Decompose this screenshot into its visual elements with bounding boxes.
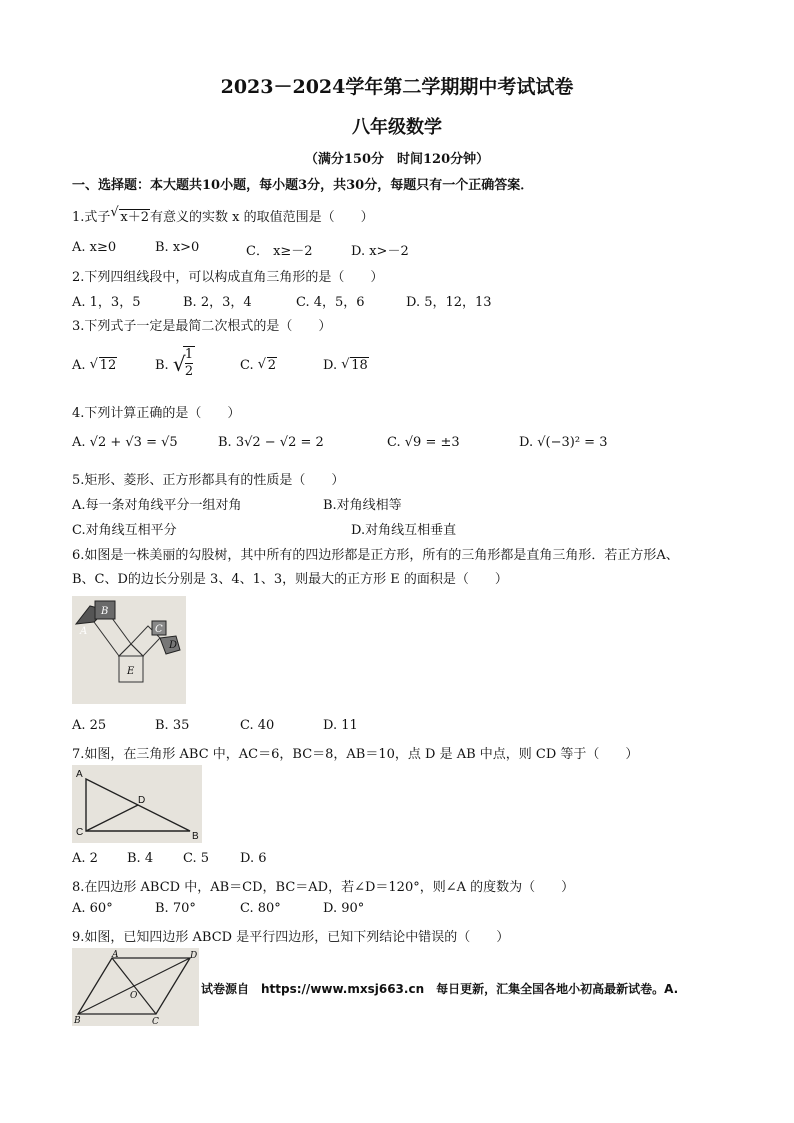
exam-subject: 八年级数学 [352, 117, 442, 138]
svg-text:B: B [192, 831, 199, 842]
svg-text:C: C [152, 1017, 159, 1026]
question-3: 3.下列式子一定是最简二次根式的是（ ） [72, 319, 332, 334]
section-heading: 一、选择题：本大题共10小题，每小题3分，共30分，每题只有一个正确答案． [72, 178, 534, 193]
exam-meta: （满分150分 时间120分钟） [304, 152, 490, 167]
q2-option-a: A. 1，3，5 [72, 295, 141, 310]
svg-text:B: B [74, 1016, 81, 1026]
question-6-line-2: B、C、D的边长分别是 3、4、1、3，则最大的正方形 E 的面积是（ ） [72, 572, 508, 587]
q1-option-a: A. x≥0 [72, 240, 117, 255]
svg-text:D: D [190, 951, 198, 961]
question-6-line-1: 6.如图是一株美丽的勾股树，其中所有的四边形都是正方形，所有的三角形都是直角三角形．若正方形A、 [72, 548, 679, 563]
svg-text:D: D [138, 795, 146, 806]
q4-option-c: C. √9 = ±3 [387, 435, 460, 450]
question-5: 5.矩形、菱形、正方形都具有的性质是（ ） [72, 473, 345, 488]
q8-option-a: A. 60° [72, 901, 113, 916]
q3-option-d: D. √ 18 [323, 357, 368, 373]
svg-text:A: A [76, 769, 83, 780]
q3-option-b: B. √ $\frac{1}{2}$ [155, 347, 194, 379]
q6-option-b: B. 35 [155, 718, 190, 733]
pythagoras-tree-figure [72, 596, 186, 704]
q2-option-b: B. 2，3，4 [183, 295, 252, 310]
q3-option-a: A. √ 12 [72, 357, 117, 373]
q4-option-d: D. √(−3)² = 3 [519, 435, 608, 450]
q6-option-d: D. 11 [323, 718, 358, 733]
q1-option-b: B. x>0 [155, 240, 200, 255]
q7-option-a: A. 2 [72, 851, 98, 866]
question-4: 4.下列计算正确的是（ ） [72, 406, 241, 421]
sqrt-expression: √ x＋2 [110, 205, 150, 225]
q5-option-b: B.对角线相等 [323, 498, 402, 513]
parallelogram-figure [72, 948, 199, 1026]
q7-option-d: D. 6 [240, 851, 267, 866]
q4-option-a: A. √2 + √3 = √5 [72, 435, 178, 450]
label-b: B [101, 606, 109, 617]
q1-option-d: D. x>－2 [351, 244, 409, 259]
q5-option-c: C.对角线互相平分 [72, 523, 177, 538]
q6-option-c: C. 40 [240, 718, 275, 733]
label-a: A [80, 626, 88, 637]
label-c: C [155, 624, 163, 635]
q7-option-c: C. 5 [183, 851, 210, 866]
q7-option-b: B. 4 [127, 851, 154, 866]
q8-option-c: C. 80° [240, 901, 281, 916]
question-9: 9.如图，已知四边形 ABCD 是平行四边形，已知下列结论中错误的（ ） [72, 930, 510, 945]
q5-option-d: D.对角线互相垂直 [351, 523, 457, 538]
label-d: D [169, 640, 178, 651]
q1-option-c: C． x≥－2 [246, 244, 313, 259]
q8-option-d: D. 90° [323, 901, 365, 916]
exam-title: 2023－2024学年第二学期期中考试试卷 [220, 76, 574, 98]
q5-option-a: A.每一条对角线平分一组对角 [72, 498, 242, 513]
q2-option-c: C. 4，5，6 [296, 295, 365, 310]
q8-option-b: B. 70° [155, 901, 196, 916]
question-1: 1.式子 √ x＋2有意义的实数 x 的取值范围是（ ） [72, 205, 374, 225]
question-8: 8.在四边形 ABCD 中，AB＝CD，BC＝AD，若∠D＝120°，则∠A 的度数为（ ） [72, 880, 575, 895]
triangle-abc-figure [72, 765, 202, 843]
svg-text:O: O [130, 991, 138, 1001]
q4-option-b: B. 3√2 − √2 = 2 [218, 435, 324, 450]
source-footer: 试卷源自 https://www.mxsj663.cn 每日更新，汇集全国各地小初高最新试卷。A. [201, 982, 679, 996]
svg-text:A: A [112, 950, 119, 960]
svg-text:C: C [76, 827, 84, 838]
label-e: E [127, 666, 135, 677]
q2-option-d: D. 5，12，13 [406, 295, 492, 310]
q3-option-c: C. √ 2 [240, 357, 277, 373]
question-2: 2.下列四组线段中，可以构成直角三角形的是（ ） [72, 270, 384, 285]
q6-option-a: A. 25 [72, 718, 107, 733]
question-7: 7.如图，在三角形 ABC 中，AC＝6，BC＝8，AB＝10，点 D 是 AB 中点，则 CD 等于（ ） [72, 747, 639, 762]
